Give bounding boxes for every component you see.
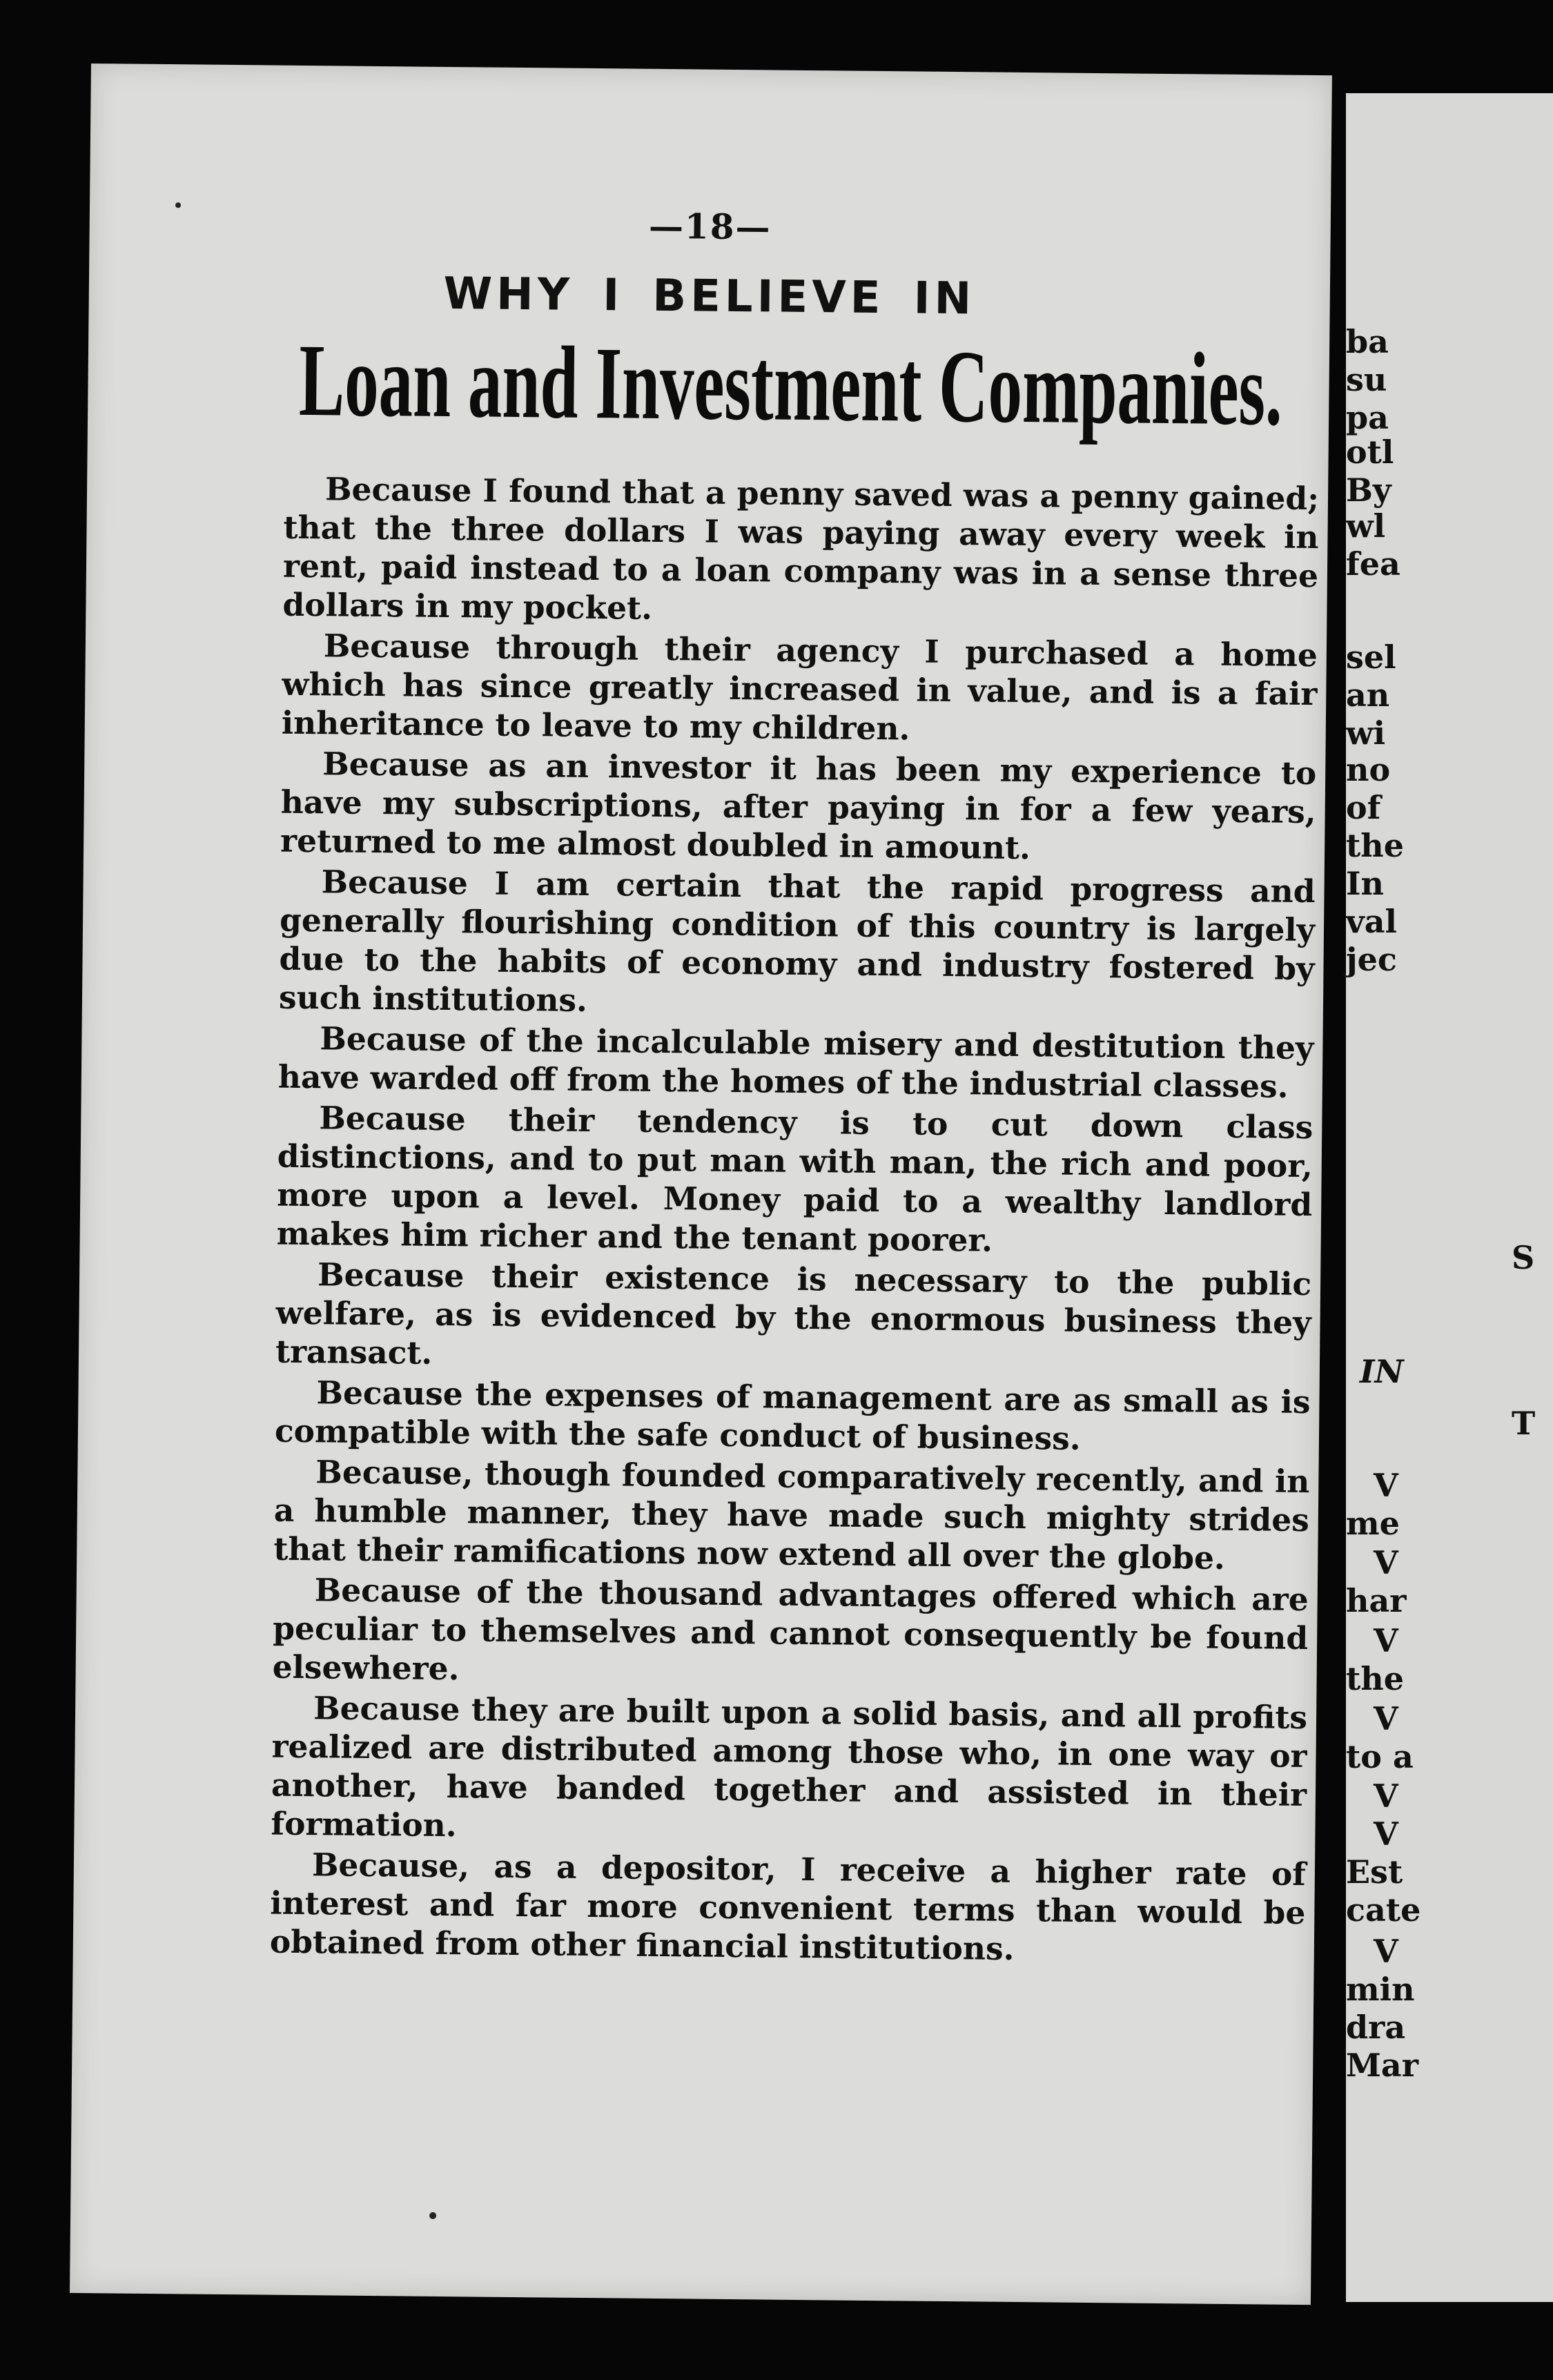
paragraph: Because I am certain that the rapid progress and generally flourishing condition of this country is largely due to the habits of economy and industry fostered by such institutions.: [278, 863, 1316, 1019]
fragment: to a: [1346, 1738, 1414, 1775]
fragment: val: [1346, 903, 1398, 940]
fragment: an: [1346, 676, 1390, 714]
fragment: Mar: [1346, 2047, 1418, 2084]
fragment: su: [1346, 361, 1387, 398]
paragraph: Because the expenses of management are as small as is compatible with the safe conduct of business.: [274, 1374, 1311, 1457]
fragment: wl: [1346, 507, 1386, 545]
fragment: the: [1346, 1660, 1404, 1697]
fragment: me: [1346, 1505, 1400, 1542]
paragraph: Because I found that a penny saved was a penny gained; that the three dollars I was paying away every week in rent, paid instead to a loan company was in a sense three dollars in my pocket.: [282, 470, 1320, 627]
fragment: In: [1346, 865, 1384, 902]
paragraph: Because through their agency I purchased a home which has since greatly increased in value, and is a fair inheritance to leave to my children.: [281, 627, 1318, 748]
fragment: the: [1346, 827, 1404, 864]
fragment: By: [1346, 471, 1391, 509]
fragment: wi: [1346, 714, 1386, 752]
paragraph: Because their existence is necessary to the public welfare, as is evidenced by the enormous business they transact.: [275, 1256, 1312, 1372]
paper-speck: [429, 2212, 436, 2219]
heading-small-caps: WHY I BELIEVE IN: [443, 268, 976, 325]
paragraph: Because they are built upon a solid basis, and all profits realized are distributed among those who, in one way or another, have banded together and assisted in their formation.: [271, 1689, 1308, 1844]
fragment: IN: [1360, 1353, 1404, 1390]
paragraph: Because of the thousand advantages offered which are peculiar to themselves and cannot consequently be found elsewhere.: [272, 1571, 1309, 1688]
fragment: S: [1512, 1239, 1535, 1276]
fragment: V: [1374, 1933, 1398, 1970]
fragment: no: [1346, 751, 1391, 788]
page-title: Loan and Investment Companies.: [298, 322, 1283, 447]
paragraph: Because their tendency is to cut down class distinctions, and to put man with man, the rich and poor, more upon a level. Money paid to a wealthy landlord makes him richer and the tenant poorer.: [276, 1099, 1313, 1259]
paragraph: Because, as a depositor, I receive a higher rate of interest and far more convenient terms than would be obtained from other financial institutions.: [269, 1846, 1307, 1967]
fragment: min: [1346, 1971, 1415, 2008]
fragment: cate: [1346, 1891, 1421, 1929]
fragment: fea: [1346, 545, 1400, 583]
fragment: T: [1512, 1405, 1536, 1442]
fragment: otl: [1346, 433, 1394, 471]
fragment: V: [1374, 1544, 1398, 1581]
fragment: sel: [1346, 638, 1396, 676]
book-page: [70, 64, 1332, 2305]
fragment: V: [1374, 1815, 1398, 1853]
facing-page-edge: [1346, 93, 1553, 2302]
paragraph: Because, though founded comparatively recently, and in a humble manner, they have made such mighty strides that their ramifications now extend all over the globe.: [273, 1453, 1310, 1577]
fragment: har: [1346, 1582, 1407, 1619]
fragment: jec: [1346, 941, 1397, 978]
paper-speck: [175, 202, 181, 208]
fragment: V: [1374, 1467, 1398, 1504]
fragment: Est: [1346, 1853, 1403, 1891]
fragment: V: [1374, 1622, 1398, 1659]
fragment: V: [1374, 1777, 1398, 1815]
fragment: ba: [1346, 323, 1389, 360]
page-number: —18—: [648, 205, 772, 248]
paragraph: Because as an investor it has been my experience to have my subscriptions, after paying in for a few years, returned to me almost doubled in amount.: [280, 745, 1317, 867]
fragment: dra: [1346, 2009, 1406, 2046]
fragment: V: [1374, 1700, 1398, 1737]
fragment: pa: [1346, 399, 1389, 436]
paragraph: Because of the incalculable misery and destitution they have warded off from the homes of the industrial classes.: [277, 1020, 1314, 1105]
fragment: of: [1346, 789, 1381, 826]
body-text: [270, 469, 1320, 1973]
